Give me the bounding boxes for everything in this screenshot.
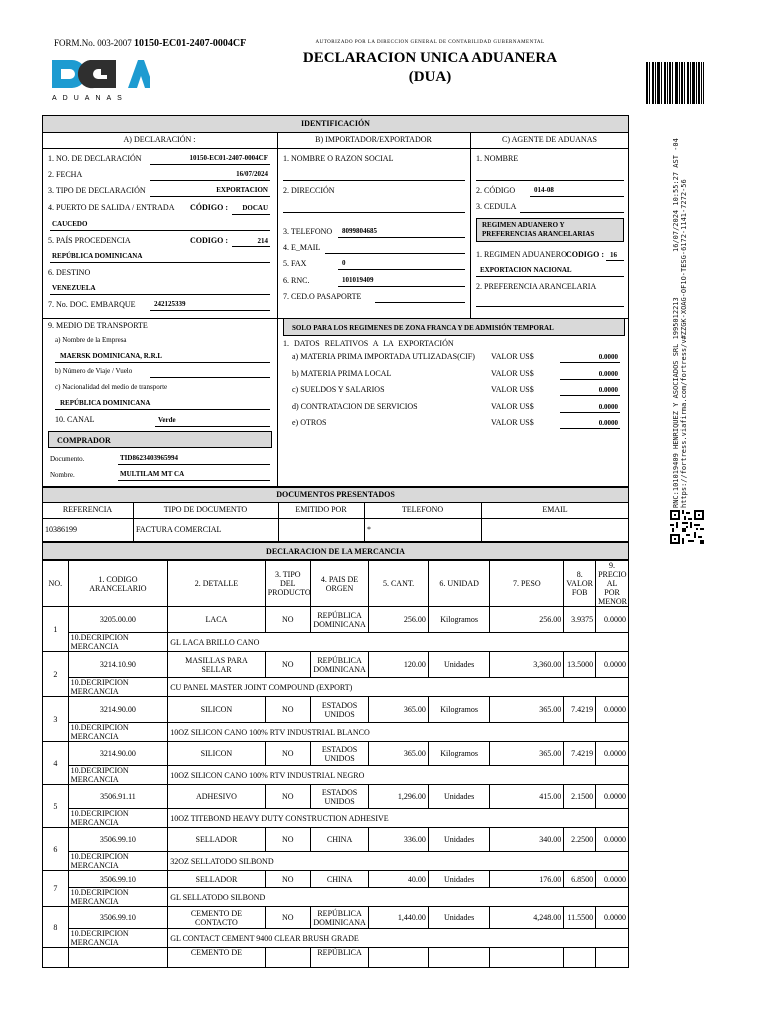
zf-valor-label: VALOR US$: [491, 418, 534, 427]
partial-cell: [564, 948, 596, 968]
regimen-codigo-value: 16: [610, 251, 617, 259]
item-precio: 0.0000: [596, 871, 629, 888]
telefono-value: 8099804685: [342, 227, 377, 235]
col-a-header: A) DECLARACIÓN :: [123, 135, 196, 144]
rnc-value: 101019409: [342, 276, 374, 284]
partial-cell: CEMENTO DE: [168, 948, 265, 968]
doc-row-cell: 10386199: [45, 525, 77, 534]
nombre-label: Nombre.: [50, 471, 75, 479]
puerto-value: CAUCEDO: [52, 220, 88, 228]
agente-codigo-label: 2. CÓDIGO: [476, 186, 516, 195]
zf-item-value: 0.0000: [598, 402, 618, 411]
nacionalidad-label: c) Nacionalidad del medio de transporte: [55, 383, 168, 391]
desc-label: 10.DECRIPCION MERCANCIA: [68, 929, 168, 948]
empresa-value: MAERSK DOMINICANA, R.R.L: [60, 352, 163, 360]
empresa-label: a) Nombre de la Empresa: [55, 336, 127, 344]
zf-item-value: 0.0000: [598, 369, 618, 378]
zf-item-label: d) CONTRATACION DE SERVICIOS: [292, 401, 418, 411]
table-row: [43, 607, 629, 633]
doc-header-cell: REFERENCIA: [62, 505, 113, 514]
desc-label: 10.DECRIPCION MERCANCIA: [68, 809, 168, 828]
item-description: 10OZ SILICON CANO 100% RTV INDUSTRIAL NEGRO: [168, 766, 629, 785]
item-pais: ESTADOS UNIDOS: [310, 785, 368, 809]
item-fob: 13.5000: [564, 652, 596, 678]
item-detalle: SELLADOR: [168, 871, 265, 888]
item-cant: 120.00: [369, 652, 429, 678]
item-unidad: Unidades: [428, 785, 490, 809]
table-row: [43, 871, 629, 888]
col-b-header: B) IMPORTADOR/EXPORTADOR: [315, 135, 432, 144]
item-detalle: ADHESIVO: [168, 785, 265, 809]
table-row: [43, 652, 629, 678]
table-row: [43, 697, 629, 723]
partial-cell: REPÚBLICA: [310, 948, 368, 968]
desc-label: 10.DECRIPCION MERCANCIA: [68, 723, 168, 742]
table-row-partial: [43, 948, 629, 968]
zf-item-label: b) MATERIA PRIMA LOCAL: [292, 368, 392, 378]
pais-label: 5. PAÍS PROCEDENCIA: [48, 236, 131, 245]
item-peso: 3,360.00: [490, 652, 564, 678]
table-row: [43, 785, 629, 809]
item-number: 2: [43, 652, 69, 697]
item-pais: ESTADOS UNIDOS: [310, 697, 368, 723]
no-declaracion-label: 1. NO. DE DECLARACIÓN: [48, 154, 142, 163]
table-row: [43, 828, 629, 852]
mercancia-header-cell: 5. CANT.: [369, 561, 429, 607]
table-row: [43, 742, 629, 766]
table-row-desc: [43, 809, 629, 828]
item-detalle: LACA: [168, 607, 265, 633]
col-c-header: C) AGENTE DE ADUANAS: [502, 135, 597, 144]
item-unidad: Kilogramos: [428, 742, 490, 766]
comprador-header: COMPRADOR: [48, 431, 272, 448]
regimen-header: REGIMEN ADUANERO Y PREFERENCIAS ARANCELARIAS: [476, 218, 624, 242]
item-tipo: NO: [265, 907, 310, 929]
document-title: DECLARACION UNICA ADUANERA: [302, 50, 558, 66]
item-peso: 340.00: [490, 828, 564, 852]
item-number: 5: [43, 785, 69, 828]
pais-codigo-label: CODIGO :: [190, 236, 228, 245]
partial-cell: [490, 948, 564, 968]
item-fob: 2.1500: [564, 785, 596, 809]
zf-item-value: 0.0000: [598, 419, 618, 427]
partial-cell: [265, 948, 310, 968]
item-codigo: 3506.91.11: [68, 785, 168, 809]
mercancia-header-cell: 2. DETALLE: [168, 561, 265, 607]
item-number: 8: [43, 907, 69, 948]
table-row-desc: [43, 678, 629, 697]
item-peso: 415.00: [490, 785, 564, 809]
item-cant: 1,440.00: [369, 907, 429, 929]
embarque-value: 242125339: [154, 300, 186, 308]
fax-label: 5. FAX: [283, 259, 307, 268]
mercancia-header-cell: 6. UNIDAD: [428, 561, 490, 607]
zf-item-label: e) OTROS: [292, 418, 327, 427]
doc-header-cell: EMAIL: [542, 505, 568, 514]
item-unidad: Kilogramos: [428, 607, 490, 633]
desc-label: 10.DECRIPCION MERCANCIA: [68, 852, 168, 871]
zf-item-label: a) MATERIA PRIMA IMPORTADA UTLIZADAS(CIF): [292, 352, 475, 361]
mercancia-header-cell: 3. TIPO DEL PRODUCTO: [265, 561, 310, 607]
desc-label: 10.DECRIPCION MERCANCIA: [68, 678, 168, 697]
item-precio: 0.0000: [596, 607, 629, 633]
item-precio: 0.0000: [596, 697, 629, 723]
pasaporte-label: 7. CED.O PASAPORTE: [283, 292, 362, 301]
partial-cell: [369, 948, 429, 968]
table-row-desc: [43, 888, 629, 907]
item-cant: 365.00: [369, 742, 429, 766]
item-number: 1: [43, 607, 69, 652]
zf-item-value: 0.0000: [598, 386, 618, 394]
item-fob: 2.2500: [564, 828, 596, 852]
zf-valor-label: VALOR US$: [491, 401, 534, 411]
table-row-desc: [43, 852, 629, 871]
item-detalle: MASILLAS PARA SELLAR: [168, 652, 265, 678]
telefono-label: 3. TELEFONO: [283, 227, 333, 236]
fecha-label: 2. FECHA: [48, 170, 83, 179]
transporte-label: 9. MEDIO DE TRANSPORTE: [48, 321, 148, 330]
embarque-label: 7. No. DOC. EMBARQUE: [48, 300, 136, 309]
item-fob: 7.4219: [564, 742, 596, 766]
item-codigo: 3506.99.10: [68, 907, 168, 929]
item-number: 7: [43, 871, 69, 907]
item-precio: 0.0000: [596, 652, 629, 678]
destino-value: VENEZUELA: [52, 284, 96, 292]
table-row-desc: [43, 929, 629, 948]
item-unidad: Unidades: [428, 907, 490, 929]
item-precio: 0.0000: [596, 828, 629, 852]
item-fob: 7.4219: [564, 697, 596, 723]
agente-codigo-value: 014-08: [534, 186, 554, 194]
puerto-label: 4. PUERTO DE SALIDA / ENTRADA: [48, 203, 175, 212]
zf-item-value: 0.0000: [598, 353, 618, 361]
dga-logo: ADUANAS: [50, 58, 150, 102]
table-row-desc: [43, 766, 629, 785]
mercancia-header-cell: 1. CODIGO ARANCELARIO: [68, 561, 168, 607]
item-precio: 0.0000: [596, 907, 629, 929]
table-row-desc: [43, 633, 629, 652]
mercancia-header-row: [43, 561, 629, 607]
puerto-codigo-label: CÓDIGO :: [190, 203, 228, 212]
barcode: [646, 62, 704, 104]
item-codigo: 3214.10.90: [68, 652, 168, 678]
item-detalle: CEMENTO DE CONTACTO: [168, 907, 265, 929]
documento-value: TID8623403965994: [120, 454, 178, 462]
item-unidad: Unidades: [428, 828, 490, 852]
identificacion-header: IDENTIFICACIÓN: [43, 116, 628, 133]
desc-label: 10.DECRIPCION MERCANCIA: [68, 766, 168, 785]
documentos-header: DOCUMENTOS PRESENTADOS: [43, 488, 628, 503]
item-detalle: SILICON: [168, 742, 265, 766]
doc-header-cell: EMITIDO POR: [295, 505, 347, 514]
item-cant: 1,296.00: [369, 785, 429, 809]
item-pais: CHINA: [310, 828, 368, 852]
item-detalle: SILICON: [168, 697, 265, 723]
item-peso: 365.00: [490, 697, 564, 723]
zona-franca-datos-label: 1. DATOS RELATIVOS A LA EXPORTACIÓN: [283, 339, 454, 348]
doc-row-cell: FACTURA COMERCIAL: [136, 525, 222, 534]
item-tipo: NO: [265, 871, 310, 888]
item-number: 4: [43, 742, 69, 785]
regimen-value: EXPORTACION NACIONAL: [480, 266, 572, 274]
regimen-label: 1. REGIMEN ADUANERO: [476, 250, 567, 259]
item-tipo: NO: [265, 697, 310, 723]
agente-cedula-label: 3. CEDULA: [476, 202, 517, 211]
agente-nombre-label: 1. NOMBRE: [476, 154, 519, 163]
regimen-codigo-label: CODIGO :: [566, 250, 604, 259]
zf-valor-label: VALOR US$: [491, 352, 534, 361]
item-fob: 3.9375: [564, 607, 596, 633]
item-pais: REPÚBLICA DOMINICANA: [310, 907, 368, 929]
mercancia-header: DECLARACION DE LA MERCANCIA: [42, 542, 629, 560]
pais-codigo-value: 214: [257, 237, 268, 245]
fecha-value: 16/07/2024: [236, 170, 268, 178]
item-fob: 6.8500: [564, 871, 596, 888]
item-tipo: NO: [265, 828, 310, 852]
zona-franca-header: SOLO PARA LOS REGIMENES DE ZONA FRANCA Y DE ADMISIÓN TEMPORAL: [283, 318, 625, 336]
item-cant: 256.00: [369, 607, 429, 633]
item-peso: 176.00: [490, 871, 564, 888]
authorized-note: AUTORIZADO POR LA DIRECCION GENERAL DE CONTABILIDAD GUBERNAMENTAL: [315, 40, 545, 45]
mercancia-table: [42, 560, 629, 968]
item-precio: 0.0000: [596, 785, 629, 809]
destino-label: 6. DESTINO: [48, 268, 91, 277]
partial-cell: [68, 948, 168, 968]
item-description: 10OZ TITEBOND HEAVY DUTY CONSTRUCTION ADHESIVE: [168, 809, 629, 828]
document-subtitle: (DUA): [408, 69, 452, 85]
item-precio: 0.0000: [596, 742, 629, 766]
viaje-label: b) Número de Viaje / Vuelo: [55, 367, 133, 375]
item-description: GL SELLATODO SILBOND: [168, 888, 629, 907]
zf-valor-label: VALOR US$: [491, 368, 534, 378]
side-timestamp: 16/07/2024 10:55:27 AST -04: [672, 138, 680, 252]
item-tipo: NO: [265, 607, 310, 633]
documento-label: Documento.: [50, 455, 85, 463]
canal-value: Verde: [158, 416, 176, 424]
mercancia-header-cell: 9. PRECIO AL POR MENOR: [596, 561, 629, 607]
item-peso: 365.00: [490, 742, 564, 766]
importador-direccion-label: 2. DIRECCIÓN: [283, 186, 335, 195]
mercancia-header-cell: NO.: [43, 561, 69, 607]
table-row: [43, 907, 629, 929]
preferencia-label: 2. PREFERENCIA ARANCELARIA: [476, 282, 597, 291]
importador-nombre-label: 1. NOMBRE O RAZON SOCIAL: [283, 154, 394, 163]
item-description: 10OZ SILICON CANO 100% RTV INDUSTRIAL BLANCO: [168, 723, 629, 742]
partial-cell: [428, 948, 490, 968]
nombre-value: MULTILAM MT CA: [120, 470, 185, 478]
item-unidad: Unidades: [428, 871, 490, 888]
zf-valor-label: VALOR US$: [491, 385, 534, 394]
tipo-declaracion-label: 3. TIPO DE DECLARACIÓN: [48, 186, 146, 195]
pais-value: REPÚBLICA DOMINICANA: [52, 252, 143, 260]
desc-label: 10.DECRIPCION MERCANCIA: [68, 888, 168, 907]
partial-cell: [596, 948, 629, 968]
item-cant: 365.00: [369, 697, 429, 723]
item-description: CU PANEL MASTER JOINT COMPOUND (EXPORT): [168, 678, 629, 697]
doc-row-cell: *: [367, 525, 371, 534]
item-pais: REPÚBLICA DOMINICANA: [310, 652, 368, 678]
item-peso: 256.00: [490, 607, 564, 633]
item-codigo: 3506.99.10: [68, 871, 168, 888]
item-peso: 4,248.00: [490, 907, 564, 929]
desc-label: 10.DECRIPCION MERCANCIA: [68, 633, 168, 652]
zf-item-label: c) SUELDOS Y SALARIOS: [292, 385, 385, 394]
mercancia-header-cell: 4. PAIS DE ORGEN: [310, 561, 368, 607]
canal-label: 10. CANAL: [55, 415, 95, 424]
puerto-codigo-value: DOCAU: [242, 204, 268, 212]
table-row-desc: [43, 723, 629, 742]
item-pais: REPÚBLICA DOMINICANA: [310, 607, 368, 633]
item-unidad: Unidades: [428, 652, 490, 678]
nacionalidad-value: REPÚBLICA DOMINICANA: [60, 399, 151, 407]
item-detalle: SELLADOR: [168, 828, 265, 852]
partial-cell: [43, 948, 69, 968]
item-codigo: 3214.90.00: [68, 742, 168, 766]
fax-value: 0: [342, 259, 346, 267]
no-declaracion-value: 10150-EC01-2407-0004CF: [189, 154, 268, 162]
qr-code: [670, 510, 704, 544]
form-number: FORM.No. 003-2007 10150-EC01-2407-0004CF: [54, 38, 247, 49]
rnc-label: 6. RNC.: [283, 276, 310, 285]
item-cant: 40.00: [369, 871, 429, 888]
item-fob: 11.5500: [564, 907, 596, 929]
item-number: 3: [43, 697, 69, 742]
doc-header-cell: TELEFONO: [401, 505, 444, 514]
tipo-declaracion-value: EXPORTACION: [216, 186, 268, 194]
item-pais: ESTADOS UNIDOS: [310, 742, 368, 766]
doc-header-cell: TIPO DE DOCUMENTO: [163, 505, 248, 514]
mercancia-header-cell: 7. PESO: [490, 561, 564, 607]
item-codigo: 3506.99.10: [68, 828, 168, 852]
item-codigo: 3205.00.00: [68, 607, 168, 633]
item-codigo: 3214.90.00: [68, 697, 168, 723]
item-unidad: Kilogramos: [428, 697, 490, 723]
item-cant: 336.00: [369, 828, 429, 852]
mercancia-header-cell: 8. VALOR FOB: [564, 561, 596, 607]
email-label: 4. E_MAIL: [283, 243, 321, 252]
item-description: GL LACA BRILLO CANO: [168, 633, 629, 652]
item-number: 6: [43, 828, 69, 871]
item-tipo: NO: [265, 785, 310, 809]
item-description: GL CONTACT CEMENT 9400 CLEAR BRUSH GRADE: [168, 929, 629, 948]
item-pais: CHINA: [310, 871, 368, 888]
item-tipo: NO: [265, 652, 310, 678]
item-tipo: NO: [265, 742, 310, 766]
item-description: 32OZ SELLATODO SILBOND: [168, 852, 629, 871]
